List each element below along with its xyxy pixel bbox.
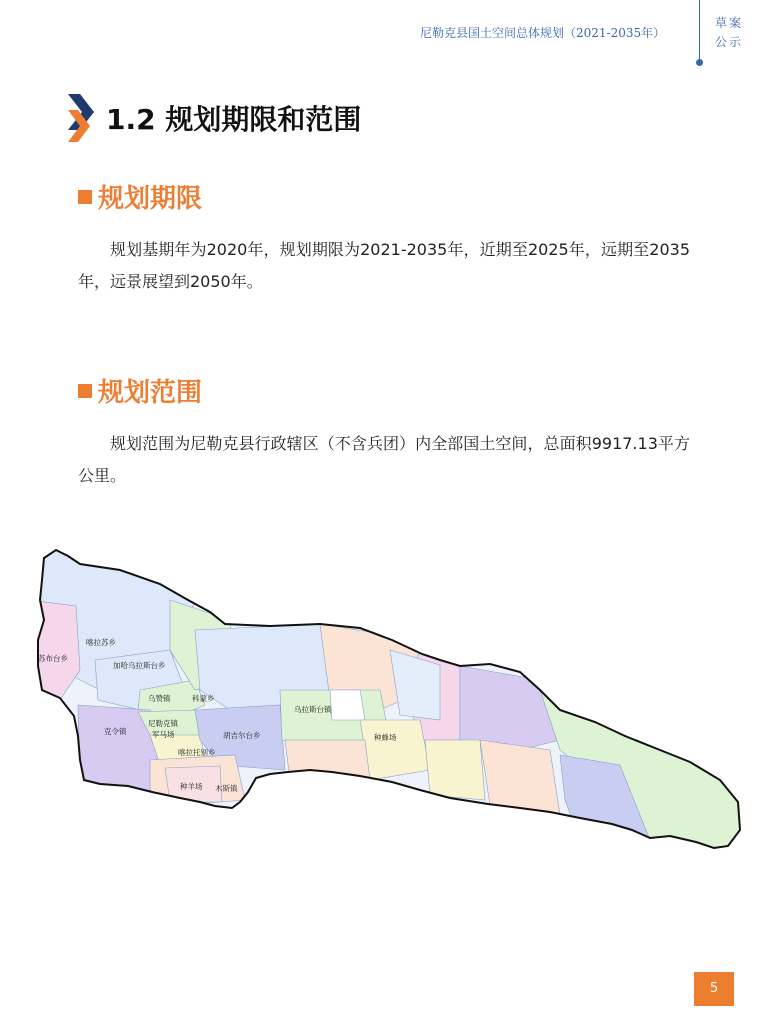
map-label-keling: 克令镇 xyxy=(104,727,127,736)
header-divider xyxy=(699,0,700,62)
map-label-hujirtai: 胡吉尔台乡 xyxy=(223,731,261,740)
map-label-uzan: 乌赞镇 xyxy=(148,694,171,703)
bullet-square-icon xyxy=(78,190,92,204)
map-label-zhongyang: 种羊场 xyxy=(180,782,203,791)
map-label-junma: 军马场 xyxy=(152,730,175,739)
chevron-arrow-icon xyxy=(66,92,98,144)
county-map-svg xyxy=(20,540,748,860)
map-label-wulasitai: 乌拉斯台镇 xyxy=(294,705,332,714)
draft-badge xyxy=(712,14,746,52)
region-white-center xyxy=(330,690,365,720)
county-map xyxy=(20,540,748,860)
subsection-heading-text: 规划期限 xyxy=(98,184,203,214)
draft-badge-line1: 草案 xyxy=(714,16,743,30)
paragraph-scope: 规划范围为尼勒克县行政辖区（不含兵团）内全部国土空间，总面积9917.13平方公里。 xyxy=(78,434,690,485)
map-label-subutai: 苏布台乡 xyxy=(38,654,68,663)
bullet-square-icon xyxy=(78,384,92,398)
map-label-nilka: 尼勒克镇 xyxy=(148,719,178,728)
region-peach-2 xyxy=(285,740,370,780)
map-label-kalasu: 喀拉苏乡 xyxy=(86,638,116,647)
page-number: 5 xyxy=(694,972,734,1006)
map-label-jiaha: 加哈乌拉斯台乡 xyxy=(113,661,166,670)
section-title: 1.2 规划期限和范围 xyxy=(106,103,362,136)
region-cream-2 xyxy=(425,740,485,800)
draft-badge-line2: 公示 xyxy=(714,35,743,49)
region-zhongfeng xyxy=(360,720,430,780)
map-label-kalatuobie: 喀拉托别乡 xyxy=(178,748,216,757)
map-label-musi: 木斯镇 xyxy=(215,784,238,793)
paragraph-period: 规划基期年为2020年，规划期限为2021-2035年，近期至2025年，远期至2035年，远景展望到2050年。 xyxy=(78,240,690,291)
subsection-heading-period xyxy=(78,178,202,215)
map-label-keyem: 科蒙乡 xyxy=(192,694,215,703)
header-divider-dot xyxy=(696,59,703,66)
document-header-title: 尼勒克县国土空间总体规划（2021-2035年） xyxy=(420,26,666,40)
subsection-heading-scope xyxy=(78,372,202,409)
map-label-zhongfeng: 种蜂场 xyxy=(374,733,397,742)
subsection-heading-text: 规划范围 xyxy=(98,378,203,408)
region-lavender-east xyxy=(460,666,560,750)
